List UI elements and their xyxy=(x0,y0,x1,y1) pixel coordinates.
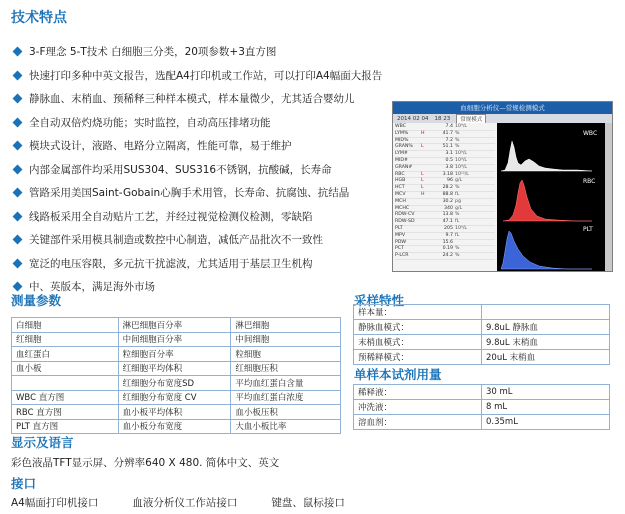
device-result-row xyxy=(395,165,495,172)
device-cell-v: 3.1 xyxy=(445,151,453,157)
table-cell: 平均血红蛋白含量 xyxy=(231,376,341,391)
feature-text: 全自动双倍灼烧功能；实时监控，自动高压排堵功能 xyxy=(29,116,271,129)
device-cell-u: 10⁹/L xyxy=(455,164,468,170)
feature-text: 中、英版本，满足海外市场 xyxy=(29,281,155,294)
table-cell: 红细胞 xyxy=(12,332,119,347)
table-cell: 平均血红蛋白浓度 xyxy=(231,390,341,405)
table-cell: 9.8uL 静脉血 xyxy=(482,320,610,335)
interface-item: 键盘、鼠标接口 xyxy=(271,497,345,509)
device-cell-p: MCH xyxy=(395,198,406,204)
table-row xyxy=(354,415,610,430)
table-cell: RBC 直方图 xyxy=(12,405,119,420)
feature-item xyxy=(12,252,392,276)
device-result-table xyxy=(393,123,497,271)
device-cell-u: % xyxy=(455,246,460,252)
feature-item xyxy=(12,205,392,229)
table-cell: 预稀释模式： xyxy=(354,350,482,365)
device-result-row xyxy=(395,131,495,138)
device-cell-u: fL xyxy=(455,191,460,197)
device-result-row xyxy=(395,226,495,233)
device-cell-f: H xyxy=(421,191,425,197)
device-cell-p: MCV xyxy=(395,191,406,197)
table-cell: 中间细胞 xyxy=(231,332,341,347)
device-cell-u: 10⁹/L xyxy=(455,157,468,163)
table-row xyxy=(354,400,610,415)
display-heading: 显示及语言 xyxy=(11,435,74,450)
histogram-svg xyxy=(497,123,600,271)
diamond-bullet-icon xyxy=(13,211,23,221)
interface-list xyxy=(11,495,345,510)
table-row xyxy=(354,385,610,400)
table-row xyxy=(354,350,610,365)
device-cell-v: 7.4 xyxy=(445,124,453,129)
diamond-bullet-icon xyxy=(13,188,23,198)
device-cell-p: MPV xyxy=(395,232,406,238)
device-cell-u: g/L xyxy=(455,205,463,211)
table-cell: 30 mL xyxy=(482,385,610,400)
device-result-row xyxy=(395,185,495,192)
device-cell-f xyxy=(421,124,431,130)
hist-label-plt: PLT xyxy=(583,226,593,233)
display-text: 彩色液晶TFT显示屏、分辨率640 X 480. 简体中文、英文 xyxy=(11,457,280,469)
feature-item xyxy=(12,111,392,135)
table-cell: 样本量： xyxy=(354,305,482,320)
table-row xyxy=(12,361,341,376)
device-cell-u: % xyxy=(455,130,460,136)
device-cell-u: 10¹²/L xyxy=(455,171,469,177)
wbc-histogram xyxy=(501,141,592,171)
device-cell-v: 340 xyxy=(444,205,453,211)
device-cell-u: 10⁹/L xyxy=(455,151,468,157)
table-cell: 淋巴细胞 xyxy=(231,318,341,333)
device-cell-f xyxy=(421,138,431,144)
diamond-bullet-icon xyxy=(13,94,23,104)
interface-heading: 接口 xyxy=(11,476,37,491)
table-row xyxy=(12,318,341,333)
table-cell xyxy=(482,305,610,320)
feature-item xyxy=(12,275,392,299)
device-mode-badge: 常规模式 xyxy=(456,114,486,124)
feature-item xyxy=(12,134,392,158)
feature-item xyxy=(12,228,392,252)
device-cell-u: fL xyxy=(455,232,460,238)
device-cell-p: RBC xyxy=(395,171,405,177)
device-result-row xyxy=(395,253,495,260)
table-cell: 冲洗液： xyxy=(354,400,482,415)
device-cell-v: 28.2 xyxy=(442,185,453,191)
feature-text: 3-F理念 5-T技术 白细胞三分类，20项参数+3直方图 xyxy=(29,46,277,59)
table-cell: WBC 直方图 xyxy=(12,390,119,405)
device-result-row xyxy=(395,151,495,158)
sampling-table xyxy=(353,304,610,365)
feature-text: 管路采用美国Saint-Gobain心胸手术用管，长寿命、抗腐蚀、抗结晶 xyxy=(29,187,350,200)
device-cell-f xyxy=(421,219,431,225)
device-cell-f xyxy=(421,158,431,164)
device-cell-f: L xyxy=(421,144,424,150)
device-cell-v: 7.2 xyxy=(445,137,453,143)
device-cell-v: 0.19 xyxy=(442,246,453,252)
device-time: 18 23 xyxy=(434,115,451,122)
table-cell: 粒细胞 xyxy=(231,347,341,362)
reagent-heading: 单样本试剂用量 xyxy=(354,367,442,382)
device-cell-v: 0.5 xyxy=(445,157,453,163)
device-cell-v: 205 xyxy=(444,225,453,231)
table-cell: 20uL 末梢血 xyxy=(482,350,610,365)
device-cell-v: 30.2 xyxy=(442,198,453,204)
feature-text: 宽泛的电压容限，多元抗干扰滤波，尤其适用于基层卫生机构 xyxy=(29,257,313,270)
device-result-row xyxy=(395,219,495,226)
device-cell-u: % xyxy=(455,253,460,259)
device-cell-v: 96 xyxy=(447,178,453,184)
table-cell: 红细胞平均体积 xyxy=(118,361,231,376)
device-cell-f xyxy=(421,233,431,239)
device-cell-u: % xyxy=(455,144,460,150)
device-cell-f xyxy=(421,226,431,232)
table-row xyxy=(12,347,341,362)
device-cell-u xyxy=(453,240,473,246)
device-cell-u: 10⁹/L xyxy=(455,124,468,129)
table-cell: 红细胞压积 xyxy=(231,361,341,376)
table-cell: 粒细胞百分率 xyxy=(118,347,231,362)
device-cell-v: 3.8 xyxy=(445,164,453,170)
device-cell-p: PCT xyxy=(395,246,404,252)
feature-text: 线路板采用全自动贴片工艺，并经过视觉检测仪检测，零缺陷 xyxy=(29,210,313,223)
table-cell: 血小板 xyxy=(12,361,119,376)
device-cell-u: pg xyxy=(455,198,461,204)
device-cell-p: LYM# xyxy=(395,151,408,157)
table-cell: 末梢血模式： xyxy=(354,335,482,350)
table-cell: 血小板分布宽度 xyxy=(118,419,231,434)
device-cell-p: PLT xyxy=(395,225,403,231)
feature-text: 静脉血、末梢血、预稀释三种样本模式，样本量微少，尤其适合婴幼儿 xyxy=(29,93,355,106)
device-cell-v: 88.8 xyxy=(442,191,453,197)
device-result-row xyxy=(395,199,495,206)
device-cell-v: 41.7 xyxy=(442,130,453,136)
device-cell-f xyxy=(421,246,431,252)
device-cell-v: 24.2 xyxy=(442,253,453,259)
table-row xyxy=(12,419,341,434)
hist-label-rbc: RBC xyxy=(583,178,596,185)
device-status-bar xyxy=(393,114,612,123)
feature-text: 快速打印多种中英文报告，选配A4打印机或工作站，可以打印A4幅面大报告 xyxy=(29,69,383,82)
rbc-histogram xyxy=(503,180,592,221)
device-cell-f: L xyxy=(421,171,424,177)
device-cell-u: % xyxy=(455,212,460,218)
diamond-bullet-icon xyxy=(13,117,23,127)
device-cell-f xyxy=(421,206,431,212)
diamond-bullet-icon xyxy=(13,47,23,57)
table-cell: 淋巴细胞百分率 xyxy=(118,318,231,333)
table-row xyxy=(12,376,341,391)
device-cell-p: HGB xyxy=(395,178,406,184)
table-cell: 血小板平均体积 xyxy=(118,405,231,420)
device-side-buttons xyxy=(605,123,612,271)
device-cell-u: g/L xyxy=(455,178,463,184)
table-row xyxy=(12,332,341,347)
device-cell-f xyxy=(421,151,431,157)
table-cell xyxy=(12,376,119,391)
device-cell-u: % xyxy=(455,185,460,191)
feature-item xyxy=(12,40,392,64)
histogram-panel xyxy=(497,123,605,271)
sampling-heading: 采样特性 xyxy=(354,293,405,308)
analyzer-screenshot xyxy=(392,101,613,272)
table-cell: 红细胞分布宽度SD xyxy=(118,376,231,391)
device-result-row xyxy=(395,124,495,131)
device-cell-v: 51.1 xyxy=(442,144,453,150)
feature-text: 模块式设计，液路、电路分立隔离，性能可靠，易于维护 xyxy=(29,140,292,153)
device-result-row xyxy=(395,192,495,199)
table-cell: 大血小板比率 xyxy=(231,419,341,434)
device-cell-p: MCHC xyxy=(395,205,410,211)
table-cell: 0.35mL xyxy=(482,415,610,430)
table-cell: PLT 直方图 xyxy=(12,419,119,434)
table-row xyxy=(12,405,341,420)
device-cell-v: 9.7 xyxy=(445,232,453,238)
device-cell-p: HCT xyxy=(395,185,405,191)
table-cell: 溶血剂： xyxy=(354,415,482,430)
table-row xyxy=(12,390,341,405)
table-cell: 白细胞 xyxy=(12,318,119,333)
device-cell-p: MID% xyxy=(395,137,409,143)
device-cell-f xyxy=(421,212,431,218)
device-cell-p: MID# xyxy=(395,157,408,163)
device-cell-f xyxy=(421,165,431,171)
feature-item xyxy=(12,87,392,111)
device-cell-f: L xyxy=(421,185,424,191)
table-cell: 8 mL xyxy=(482,400,610,415)
table-cell: 红细胞分布宽度 CV xyxy=(118,390,231,405)
diamond-bullet-icon xyxy=(13,235,23,245)
diamond-bullet-icon xyxy=(13,258,23,268)
device-cell-v: 47.1 xyxy=(442,219,453,225)
table-row xyxy=(354,305,610,320)
table-cell: 静脉血模式： xyxy=(354,320,482,335)
device-cell-f: H xyxy=(421,130,425,136)
device-cell-f xyxy=(421,253,431,259)
device-cell-v: 3.18 xyxy=(442,171,453,177)
device-cell-u: fL xyxy=(455,219,460,225)
device-cell-f xyxy=(421,199,431,205)
device-cell-p: RDW-CV xyxy=(395,212,415,218)
interface-item: 血液分析仪工作站接口 xyxy=(132,497,238,509)
device-cell-v: 13.8 xyxy=(442,212,453,218)
table-cell: 9.8uL 末梢血 xyxy=(482,335,610,350)
feature-text: 内部金属部件均采用SUS304、SUS316不锈钢，抗酸碱，长寿命 xyxy=(29,163,332,176)
device-cell-p: GRAN% xyxy=(395,144,413,150)
diamond-bullet-icon xyxy=(13,70,23,80)
diamond-bullet-icon xyxy=(13,141,23,151)
device-cell-p: LYM% xyxy=(395,130,409,136)
table-row xyxy=(354,335,610,350)
device-cell-u: % xyxy=(455,137,460,143)
device-cell-p: GRAN# xyxy=(395,164,413,170)
device-cell-f: L xyxy=(421,178,424,184)
device-cell-v: 15.6 xyxy=(442,239,453,245)
device-cell-p: P-LCR xyxy=(395,253,409,259)
reagent-table xyxy=(353,384,610,430)
plt-histogram xyxy=(501,231,592,269)
table-cell: 血小板压积 xyxy=(231,405,341,420)
table-cell: 中间细胞百分率 xyxy=(118,332,231,347)
device-cell-p: RDW-SD xyxy=(395,219,415,225)
feature-list xyxy=(12,40,392,299)
measure-table xyxy=(11,317,341,434)
table-cell: 稀释液： xyxy=(354,385,482,400)
measure-heading: 测量参数 xyxy=(11,293,62,308)
device-cell-p: WBC xyxy=(395,124,407,129)
device-title-bar: 血细胞分析仪—常规检测模式 xyxy=(393,102,612,114)
device-result-row xyxy=(395,233,495,240)
feature-item xyxy=(12,64,392,88)
interface-item: A4幅面打印机接口 xyxy=(11,497,99,509)
page-title: 技术特点 xyxy=(11,10,67,26)
table-row xyxy=(354,320,610,335)
device-date: 2014 02 04 xyxy=(397,115,429,122)
feature-item xyxy=(12,158,392,182)
feature-text: 关键部件采用模具制造或数控中心制造，减低产品批次不一致性 xyxy=(29,234,323,247)
feature-item xyxy=(12,181,392,205)
hist-label-wbc: WBC xyxy=(583,130,598,137)
device-result-row xyxy=(395,158,495,165)
device-cell-f xyxy=(421,240,431,246)
diamond-bullet-icon xyxy=(13,164,23,174)
device-result-row xyxy=(395,144,495,151)
device-result-row xyxy=(395,172,495,179)
table-cell: 血红蛋白 xyxy=(12,347,119,362)
device-cell-u: 10⁹/L xyxy=(455,225,468,231)
device-cell-p: PDW xyxy=(395,239,407,245)
